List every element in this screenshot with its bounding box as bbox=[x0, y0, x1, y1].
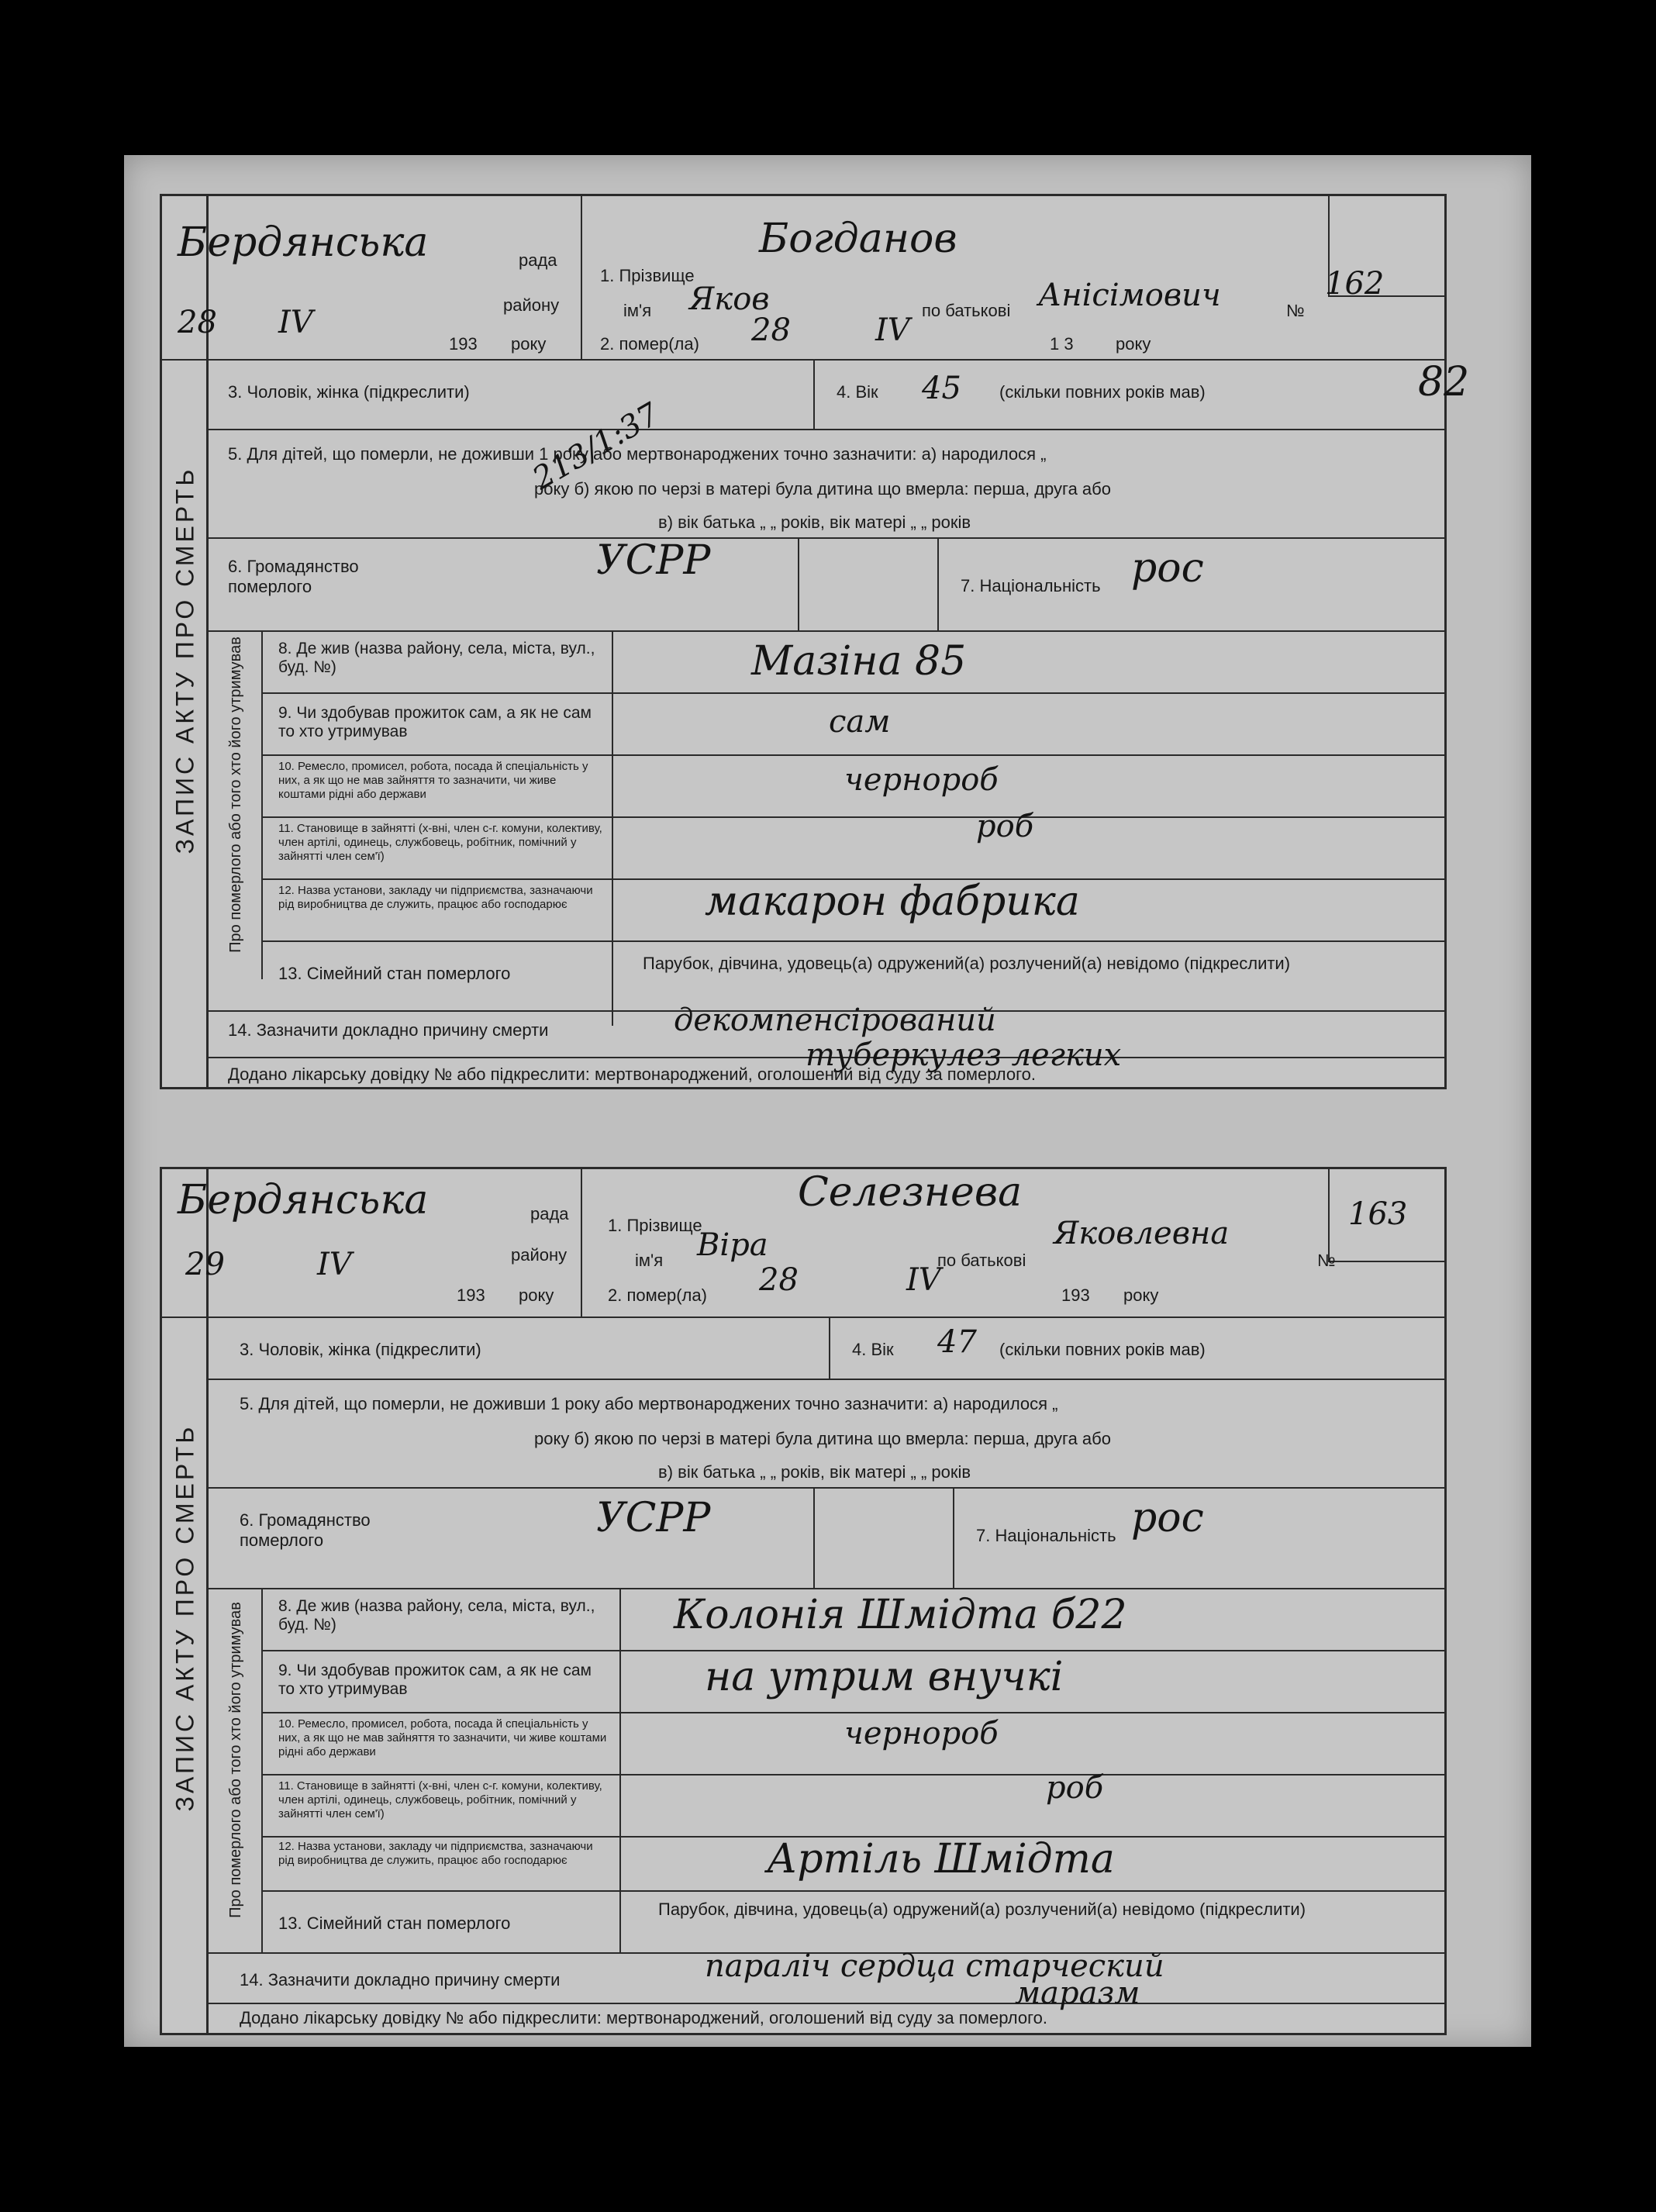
livelihood-value: сам bbox=[829, 704, 891, 740]
year-printed: 193 bbox=[457, 1285, 485, 1305]
surname-value: Богданов bbox=[759, 216, 957, 262]
rada-label: рада bbox=[530, 1204, 569, 1223]
cause-line-2: маразм bbox=[1015, 1976, 1140, 2011]
nationality-value: рос bbox=[1131, 1495, 1204, 1541]
workplace-value: Артіль Шмідта bbox=[767, 1836, 1115, 1882]
margin-note: 82 bbox=[1418, 359, 1470, 405]
raionu-label: району bbox=[511, 1245, 568, 1265]
roku-label: року bbox=[519, 1285, 554, 1305]
death-month: IV bbox=[875, 312, 910, 348]
name-label: ім'я bbox=[635, 1251, 664, 1270]
age-label: 4. Вік bbox=[837, 382, 878, 402]
age-label: 4. Вік bbox=[852, 1340, 894, 1359]
year-printed: 193 bbox=[449, 334, 478, 354]
age-value: 47 bbox=[937, 1324, 977, 1360]
status-value: роб bbox=[1046, 1770, 1104, 1806]
sub-sidebar bbox=[209, 630, 263, 979]
age-suffix: (скільки повних років мав) bbox=[999, 1340, 1206, 1359]
children-label-3: в) вік батька „ „ років, вік матері „ „ років bbox=[658, 512, 971, 532]
occupation-label: 10. Ремесло, промисел, робота, посада й спеціальність у них, а як що не мав зайняття то зазначити, чи живе коштами рідні або держави bbox=[278, 760, 588, 801]
marital-options: Парубок, дівчина, удовець(а) одружений(а) розлучений(а) невідомо (підкреслити) bbox=[643, 954, 1291, 973]
workplace-value: макарон фабрика bbox=[705, 878, 1080, 925]
death-roku-label: року bbox=[1123, 1285, 1159, 1305]
sub-sidebar-title: Про померлого або того хто його утримував bbox=[227, 637, 244, 953]
certificate-label: Додано лікарську довідку № або підкреслити: мертвонароджений, оголошений від суду за померлого. bbox=[228, 1065, 1036, 1084]
death-roku-label: року bbox=[1116, 334, 1151, 354]
name-value: Віра bbox=[697, 1227, 768, 1263]
cause-line-1: параліч сердца старческий bbox=[705, 1948, 1164, 1984]
marital-label: 13. Сімейний стан померлого bbox=[278, 964, 511, 983]
death-day: 28 bbox=[759, 1262, 799, 1298]
occupation-label: 10. Ремесло, промисел, робота, посада й спеціальність у них, а як що не мав зайняття то зазначити, чи живе коштами рідні або держави bbox=[278, 1717, 607, 1758]
nationality-label: 7. Національність bbox=[961, 576, 1101, 595]
livelihood-label: 9. Чи здобував прожиток сам, а як не сам то хто утримував bbox=[278, 1662, 592, 1698]
name-value: Яков bbox=[689, 281, 770, 317]
rada-value: Бердянська bbox=[178, 219, 429, 266]
date-month: IV bbox=[317, 1247, 352, 1282]
died-label: 2. помер(ла) bbox=[608, 1285, 707, 1305]
document-page bbox=[124, 155, 1531, 2047]
cause-label: 14. Зазначити докладно причину смерти bbox=[228, 1020, 549, 1040]
surname-label: 1. Прізвище bbox=[600, 266, 695, 285]
rada-label: рада bbox=[519, 250, 557, 270]
death-year-printed: 1 3 bbox=[1050, 334, 1074, 354]
marital-options: Парубок, дівчина, удовець(а) одружений(а) розлучений(а) невідомо (підкреслити) bbox=[658, 1900, 1306, 1919]
cause-line-2: туберкулез легких bbox=[806, 1037, 1122, 1073]
livelihood-value: на утрим внучкі bbox=[705, 1654, 1064, 1700]
age-value: 45 bbox=[922, 371, 961, 406]
death-month: IV bbox=[906, 1262, 941, 1298]
number-label: № bbox=[1286, 301, 1305, 320]
children-label-1: 5. Для дітей, що померли, не доживши 1 року або мертвонароджених точно зазначити: а) народилося „ bbox=[228, 444, 1047, 464]
residence-value: Колонія Шмідта б22 bbox=[674, 1592, 1127, 1638]
date-month: IV bbox=[278, 305, 313, 340]
children-label-1: 5. Для дітей, що померли, не доживши 1 року або мертвонароджених точно зазначити: а) народилося „ bbox=[240, 1394, 1058, 1413]
date-day: 29 bbox=[185, 1247, 225, 1282]
sidebar-title: ЗАПИС АКТУ ПРО СМЕРТЬ bbox=[171, 466, 199, 854]
name-label: ім'я bbox=[623, 301, 652, 320]
patronymic-label: по батькові bbox=[922, 301, 1011, 320]
stamp-note: 213/1:37 bbox=[526, 396, 666, 497]
status-label: 11. Становище в зайнятті (х-вні, член с-г. комуни, колективу, член артілі, одинець, службовець, робітник, помічний у зайнятті член сем'ї) bbox=[278, 822, 602, 863]
death-record-card-1 bbox=[160, 194, 1470, 1089]
record-number: 162 bbox=[1325, 266, 1385, 302]
patronymic-value: Яковлевна bbox=[1054, 1216, 1230, 1251]
occupation-value: чернороб bbox=[844, 762, 999, 798]
occupation-value: чернороб bbox=[844, 1716, 999, 1751]
roku-label: року bbox=[511, 334, 547, 354]
residence-label: 8. Де жив (назва району, села, міста, вул., буд. №) bbox=[278, 640, 595, 676]
sidebar bbox=[162, 1169, 209, 2033]
sub-sidebar-title: Про померлого або того хто його утримував bbox=[227, 1602, 244, 1918]
death-record-card-2 bbox=[160, 1167, 1447, 2035]
residence-label: 8. Де жив (назва району, села, міста, вул., буд. №) bbox=[278, 1597, 595, 1634]
children-label-2: року б) якою по черзі в матері була дитина що вмерла: перша, друга або bbox=[534, 1429, 1112, 1448]
citizenship-value: УСРР bbox=[596, 1495, 711, 1541]
number-label: № bbox=[1317, 1251, 1336, 1270]
sub-sidebar bbox=[209, 1588, 263, 1952]
death-day: 28 bbox=[751, 312, 791, 348]
sex-label: 3. Чоловік, жінка (підкреслити) bbox=[240, 1340, 481, 1359]
residence-value: Мазіна 85 bbox=[751, 638, 967, 685]
citizenship-value: УСРР bbox=[596, 537, 711, 584]
workplace-label: 12. Назва установи, закладу чи підприємства, зазначаючи рід виробництва де служить, працює або господарює bbox=[278, 884, 593, 911]
nationality-label: 7. Національність bbox=[976, 1526, 1116, 1545]
patronymic-label: по батькові bbox=[937, 1251, 1026, 1270]
death-year-printed: 193 bbox=[1061, 1285, 1090, 1305]
cause-line-1: декомпенсірований bbox=[674, 1002, 996, 1038]
date-day: 28 bbox=[178, 305, 217, 340]
livelihood-label: 9. Чи здобував прожиток сам, а як не сам то хто утримував bbox=[278, 704, 592, 740]
nationality-value: рос bbox=[1131, 545, 1204, 592]
workplace-label: 12. Назва установи, закладу чи підприємства, зазначаючи рід виробництва де служить, працює або господарює bbox=[278, 1840, 593, 1867]
status-label: 11. Становище в зайнятті (х-вні, член с-г. комуни, колективу, член артілі, одинець, службовець, робітник, помічний у зайнятті член сем'ї) bbox=[278, 1779, 602, 1820]
children-label-3: в) вік батька „ „ років, вік матері „ „ років bbox=[658, 1462, 971, 1482]
cause-label: 14. Зазначити докладно причину смерти bbox=[240, 1970, 561, 1989]
citizenship-label: 6. Громадянство померлого bbox=[240, 1510, 371, 1550]
rada-value: Бердянська bbox=[178, 1177, 429, 1223]
raionu-label: району bbox=[503, 295, 560, 315]
sidebar-title: ЗАПИС АКТУ ПРО СМЕРТЬ bbox=[171, 1423, 199, 1812]
citizenship-label: 6. Громадянство померлого bbox=[228, 557, 359, 596]
age-suffix: (скільки повних років мав) bbox=[999, 382, 1206, 402]
died-label: 2. помер(ла) bbox=[600, 334, 699, 354]
certificate-label: Додано лікарську довідку № або підкреслити: мертвонароджений, оголошений від суду за померлого. bbox=[240, 2008, 1047, 2027]
status-value: роб bbox=[976, 809, 1034, 844]
surname-label: 1. Прізвище bbox=[608, 1216, 702, 1235]
patronymic-value: Анісімович bbox=[1038, 278, 1221, 313]
surname-value: Селезнева bbox=[798, 1169, 1023, 1216]
sex-label: 3. Чоловік, жінка (підкреслити) bbox=[228, 382, 470, 402]
record-number: 163 bbox=[1348, 1196, 1408, 1232]
marital-label: 13. Сімейний стан померлого bbox=[278, 1914, 511, 1933]
children-label-2: року б) якою по черзі в матері була дитина що вмерла: перша, друга або bbox=[534, 479, 1112, 499]
